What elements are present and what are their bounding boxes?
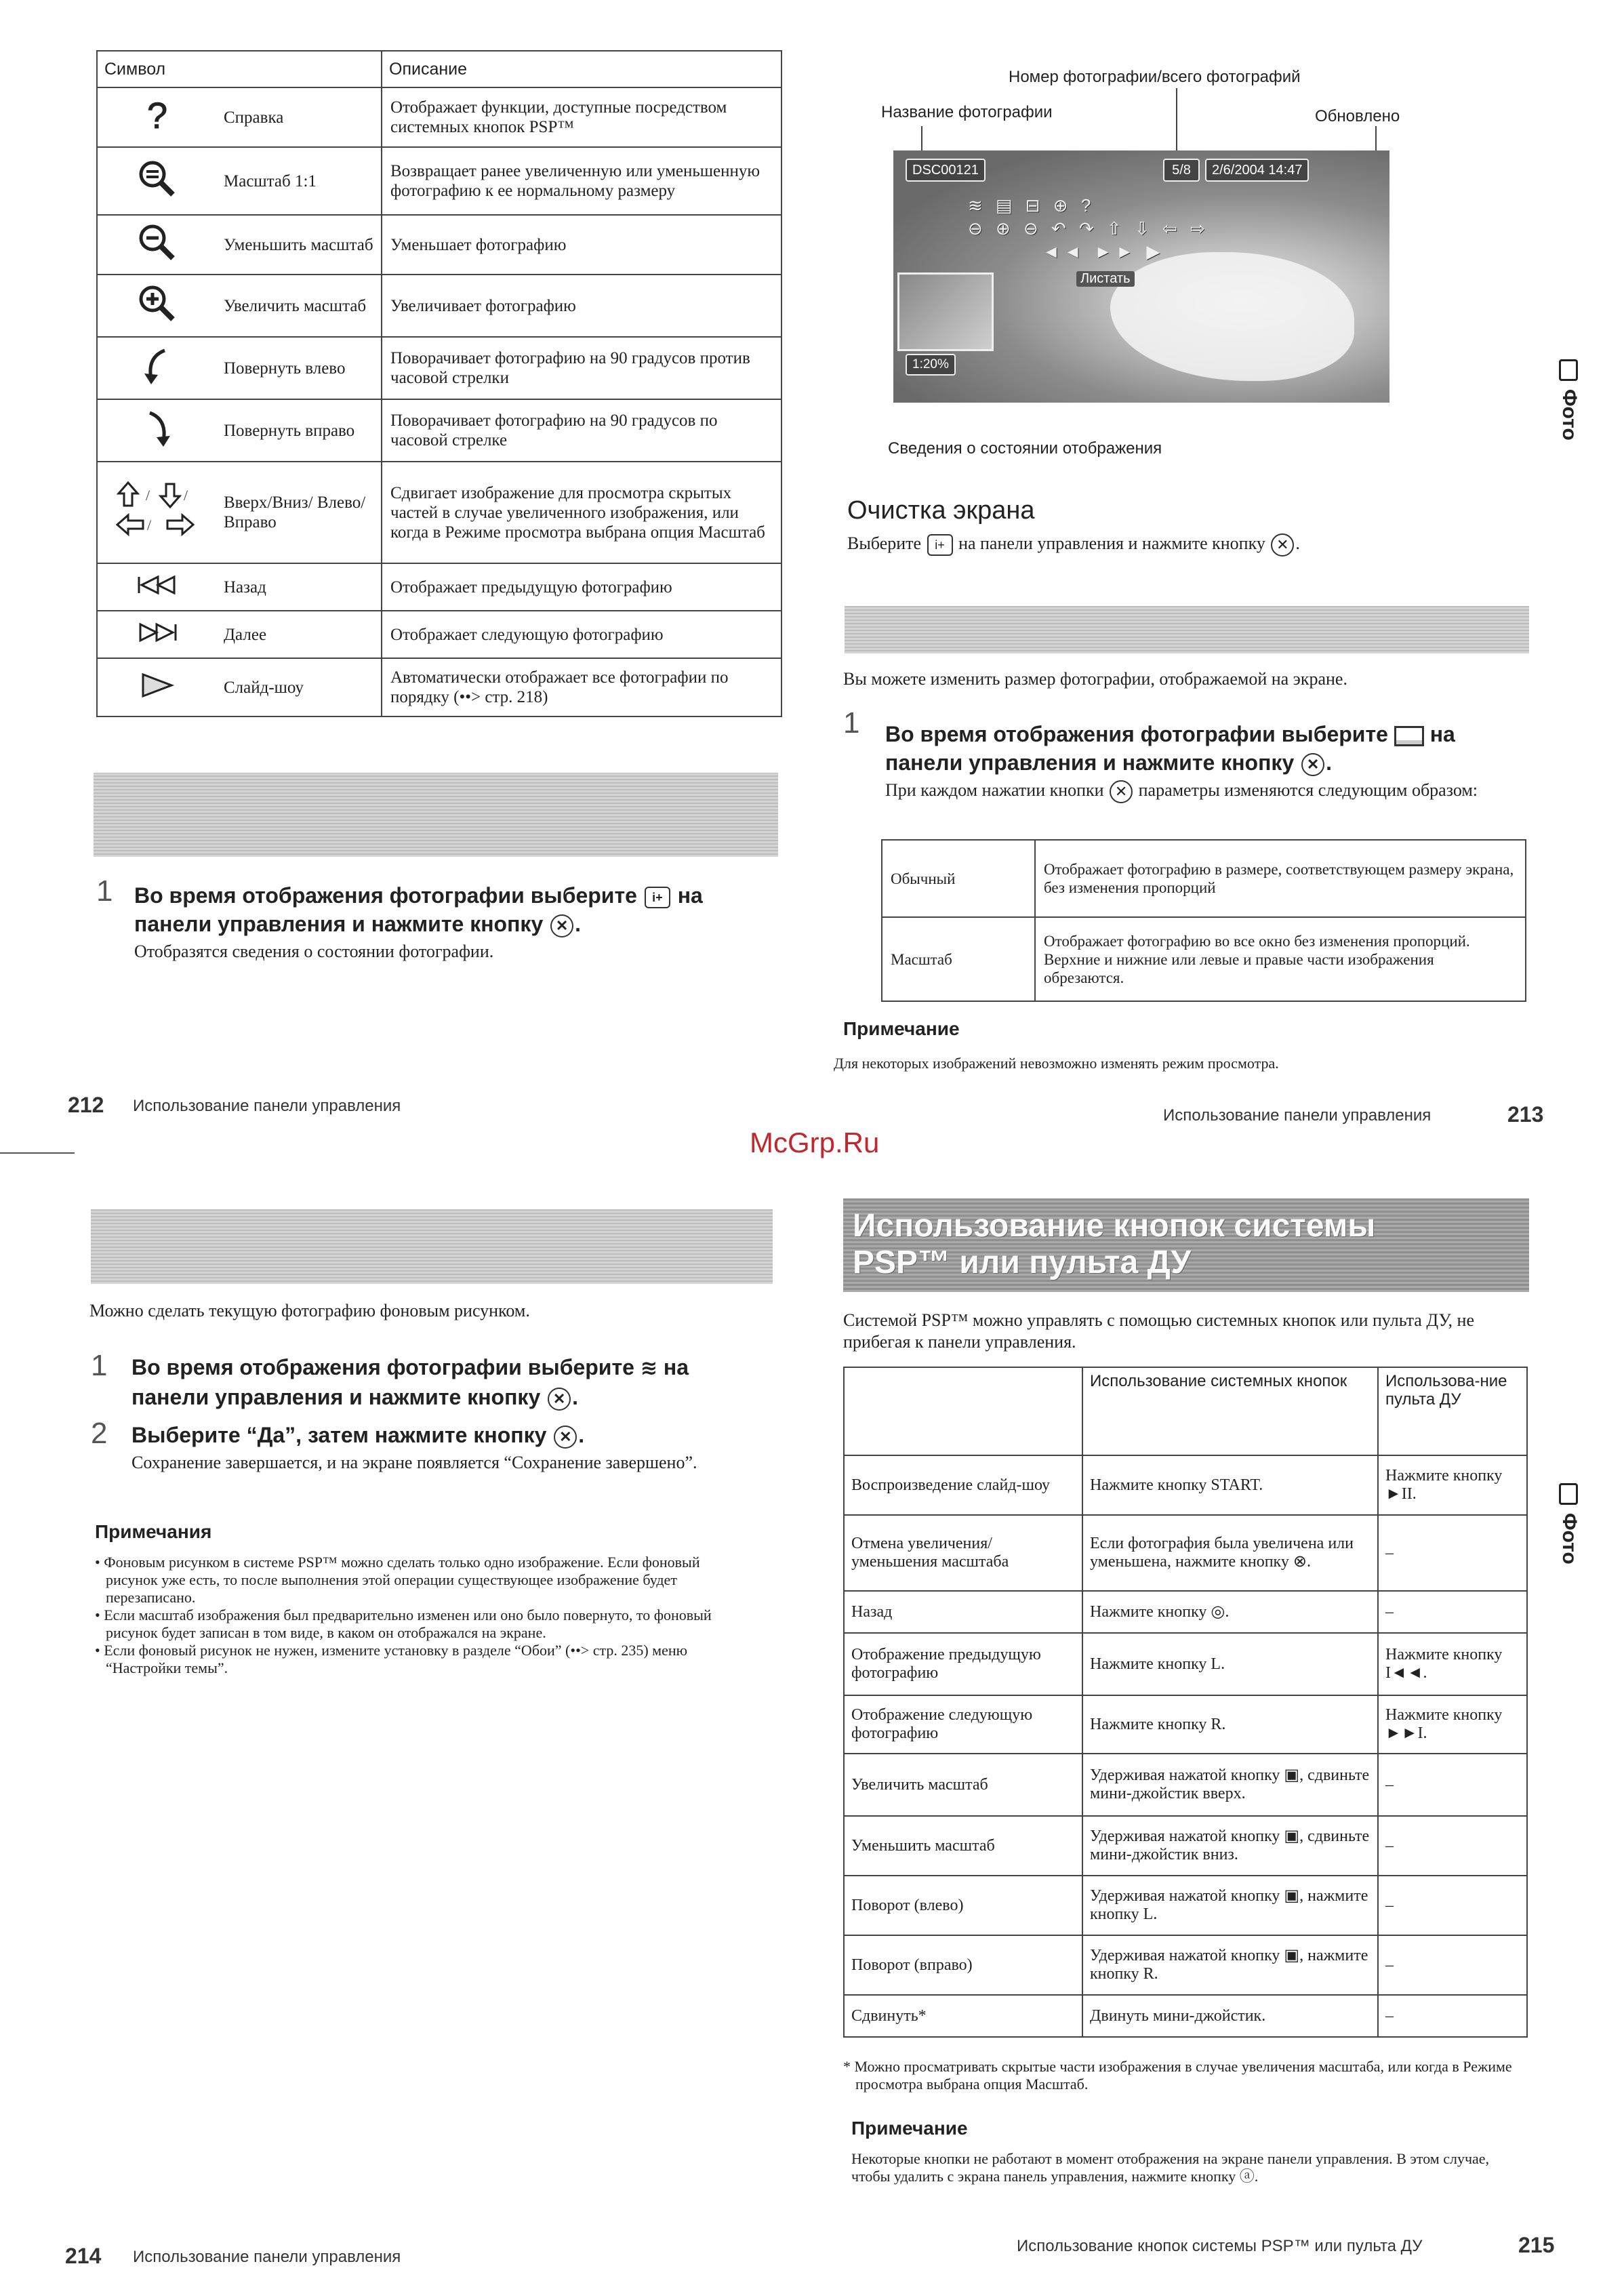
next-label: Листать (1076, 271, 1135, 287)
symbol-name: Далее (217, 611, 382, 658)
wallpaper-icon: ≋ (640, 1356, 657, 1380)
thumbnail-preview (897, 272, 994, 351)
step-2-block: Выберите “Да”, затем нажмите кнопку ✕ . Сохранение завершается, и на экране появляется “Сохранение завершено”. (131, 1421, 769, 1474)
system-cell: Нажмите кнопку ◎. (1082, 1591, 1378, 1633)
action-cell: Уменьшить масштаб (844, 1816, 1082, 1876)
photo-name-label: Название фотографии (881, 103, 1053, 121)
arrows-icon (97, 462, 217, 563)
photo-count-badge: 5/8 (1163, 159, 1200, 182)
note-title: Примечание (851, 2118, 968, 2139)
updated-label: Обновлено (1315, 107, 1400, 125)
table-footnote: * Можно просматривать скрытые части изображения в случае увеличения масштаба, или когда в Режиме просмотра выбрана опция Масштаб. (843, 2058, 1512, 2093)
system-cell: Нажмите кнопку L. (1082, 1633, 1378, 1695)
scale-badge: 1:20% (906, 354, 956, 376)
remote-cell: – (1378, 1876, 1527, 1935)
rotate-left-icon (97, 337, 217, 399)
symbol-name: Масштаб 1:1 (217, 147, 382, 215)
symbol-description: Отображает следующую фотографию (382, 611, 781, 658)
cross-button-icon: ✕ (548, 1388, 571, 1411)
zoom-in-icon (97, 275, 217, 337)
remote-intro: Системой PSP™ можно управлять с помощью системных кнопок или пульта ДУ, не прибегая к панели управления. (843, 1310, 1474, 1352)
action-cell: Увеличить масштаб (844, 1754, 1082, 1816)
page-number: 213 (1507, 1102, 1544, 1127)
mode-name: Обычный (882, 840, 1035, 917)
page-number: 215 (1518, 2233, 1555, 2257)
slideshow-icon (97, 658, 217, 716)
svg-text:/: / (184, 486, 188, 504)
section-heading-band (845, 606, 1529, 653)
status-info-label: Сведения о состоянии отображения (888, 439, 1162, 458)
psp-screen (893, 150, 1389, 403)
view-mode-icon (1394, 726, 1424, 746)
symbol-name: Увеличить масштаб (217, 275, 382, 337)
symbol-name: Назад (217, 563, 382, 611)
photo-number-label: Номер фотографии/всего фотографий (1009, 68, 1301, 86)
side-tab-photo: Фото (1558, 359, 1581, 441)
cross-button-icon: ✕ (554, 1426, 577, 1449)
camera-icon (1559, 359, 1578, 381)
mode-description: Отображает фотографию в размере, соответствующем размеру экрана, без изменения пропорций (1035, 840, 1526, 917)
note-item: • Фоновым рисунком в системе PSP™ можно сделать только одно изображение. Если фоновый рисунок уже есть, то после выполнения этой операции существующее изображение будет перезаписано. (95, 1554, 700, 1606)
step-detail: Сохранение завершается, и на экране появляется “Сохранение завершено”. (131, 1453, 697, 1472)
action-cell: Отображение следующую фотографию (844, 1695, 1082, 1754)
cross-button-icon: ✕ (1110, 780, 1133, 803)
step-number: 1 (843, 706, 860, 740)
step-instruction-cont: на панели управления и нажмите кнопку (134, 883, 703, 936)
action-cell: Отмена увеличения/ уменьшения масштаба (844, 1515, 1082, 1591)
controls-table (843, 1367, 1528, 2038)
remote-cell: – (1378, 1995, 1527, 2037)
symbol-description: Отображает предыдущую фотографию (382, 563, 781, 611)
remote-cell: Нажмите кнопку ►II. (1378, 1455, 1527, 1515)
system-cell: Нажмите кнопку R. (1082, 1695, 1378, 1754)
action-cell: Поворот (влево) (844, 1876, 1082, 1935)
remote-cell: Нажмите кнопку ►►I. (1378, 1695, 1527, 1754)
symbol-description: Поворачивает фотографию на 90 градусов по часовой стрелке (382, 399, 781, 462)
svg-text:?: ? (146, 95, 168, 136)
cross-button-icon: ✕ (1271, 533, 1294, 557)
remote-header: Использова-ние пульта ДУ (1378, 1367, 1527, 1455)
note-title: Примечание (843, 1018, 960, 1039)
step-number: 2 (91, 1417, 108, 1450)
note-item: • Если фоновый рисунок не нужен, измените установку в разделе “Обои” (••> стр. 235) меню “Настройки темы”. (95, 1642, 688, 1676)
section-heading-band (91, 1209, 773, 1284)
page-footer: Использование панели управления (133, 2248, 401, 2266)
page-footer: Использование кнопок системы PSP™ или пульта ДУ (1017, 2237, 1423, 2255)
remote-cell: – (1378, 1515, 1527, 1591)
system-cell: Удерживая нажатой кнопку ▣, сдвиньте мини-джойстик вниз. (1082, 1816, 1378, 1876)
note-text: Для некоторых изображений невозможно изменять режим просмотра. (834, 1055, 1279, 1072)
step-instruction: Во время отображения фотографии выберите (134, 883, 637, 908)
remote-cell: – (1378, 1591, 1527, 1633)
symbol-description: Поворачивает фотографию на 90 градусов против часовой стрелки (382, 337, 781, 399)
page-number: 212 (68, 1093, 104, 1117)
symbol-description: Увеличивает фотографию (382, 275, 781, 337)
photo-date-badge: 2/6/2004 14:47 (1205, 159, 1309, 182)
mode-description: Отображает фотографию во все окно без изменения пропорций. Верхние и нижние или левые и правые части изображения обрезаются. (1035, 917, 1526, 1001)
system-cell: Двинуть мини-джойстик. (1082, 1995, 1378, 2037)
symbol-description: Автоматически отображает все фотографии по порядку (••> стр. 218) (382, 658, 781, 716)
next-icon (97, 611, 217, 658)
remote-cell: – (1378, 1754, 1527, 1816)
system-cell: Нажмите кнопку START. (1082, 1455, 1378, 1515)
note-text: Некоторые кнопки не работают в момент отображения на экране панели управления. В этом случае, чтобы удалить с экрана панель управления, нажмите кнопку ⓐ. (851, 2150, 1490, 2185)
symbol-name: Повернуть вправо (217, 399, 382, 462)
symbol-description: Сдвигает изображение для просмотра скрытых частей в случае увеличенного изображения, или когда в Режиме просмотра выбрана опция Масштаб (382, 462, 781, 563)
remote-cell: Нажмите кнопку I◄◄. (1378, 1633, 1527, 1695)
clear-screen-text: Выберите i+ на панели управления и нажмите кнопку ✕ . (847, 533, 1525, 557)
action-header (844, 1367, 1082, 1455)
view-mode-table (881, 839, 1526, 1002)
action-cell: Воспроизведение слайд-шоу (844, 1455, 1082, 1515)
section-title: Использование кнопок системы PSP™ или пульта ДУ (853, 1208, 1376, 1280)
symbol-name: Вверх/Вниз/ Влево/Вправо (217, 462, 382, 563)
system-buttons-header: Использование системных кнопок (1082, 1367, 1378, 1455)
display-size-intro: Вы можете изменить размер фотографии, отображаемой на экране. (843, 669, 1347, 689)
zoom-out-icon (97, 215, 217, 275)
camera-icon (1559, 1483, 1578, 1505)
page-footer: Использование панели управления (1163, 1106, 1432, 1125)
divider (0, 1152, 75, 1154)
cross-button-icon: ✕ (1301, 753, 1324, 776)
question-icon (97, 87, 217, 147)
notes-title: Примечания (95, 1521, 212, 1542)
section-heading-band (94, 773, 778, 857)
action-cell: Назад (844, 1591, 1082, 1633)
notes-list (95, 1554, 746, 1677)
note-item: • Если масштаб изображения был предварительно изменен или оно было повернуто, то фоновый рисунок будет записан в том виде, в каком он отображался на экране. (95, 1607, 712, 1641)
step-1-block: Во время отображения фотографии выберите на панели управления и нажмите кнопку ✕ . При каждом нажатии кнопки ✕ параметры изменяются следующим образом: (885, 720, 1536, 803)
mode-name: Масштаб (882, 917, 1035, 1001)
rotate-right-icon (97, 399, 217, 462)
step-number: 1 (91, 1349, 108, 1382)
symbol-description: Отображает функции, доступные посредством системных кнопок PSP™ (382, 87, 781, 147)
symbol-header: Символ (97, 51, 382, 87)
info-icon: i+ (927, 534, 953, 556)
wallpaper-intro: Можно сделать текущую фотографию фоновым рисунком. (89, 1301, 530, 1320)
section-title-band (843, 1198, 1529, 1292)
system-cell: Если фотография была увеличена или уменьшена, нажмите кнопку ⊗. (1082, 1515, 1378, 1591)
side-tab-photo: Фото (1558, 1483, 1581, 1564)
control-panel-icons: ≋ ▤ ⊟ ⊕ ? ⊖ ⊕ ⊖ ↶ ↷ ⇧ ⇩ ⇦ ⇨ ◄◄ ►► ▶ (968, 195, 1209, 262)
symbol-description: Уменьшает фотографию (382, 215, 781, 275)
system-cell: Удерживая нажатой кнопку ▣, сдвиньте мини-джойстик вверх. (1082, 1754, 1378, 1816)
zoom-reset-icon (97, 147, 217, 215)
action-cell: Отображение предыдущую фотографию (844, 1633, 1082, 1695)
info-icon: i+ (645, 887, 670, 908)
step-number: 1 (96, 874, 113, 908)
step-1-block: Во время отображения фотографии выберите i+ на панели управления и нажмите кнопку ✕ . Отобразятся сведения о состоянии фотографии. (134, 881, 785, 963)
symbol-name: Повернуть влево (217, 337, 382, 399)
step-detail: Отобразятся сведения о состоянии фотографии. (134, 942, 494, 961)
previous-icon (97, 563, 217, 611)
symbol-description: Возвращает ранее увеличенную или уменьшенную фотографию к ее нормальному размеру (382, 147, 781, 215)
symbol-table (96, 50, 782, 717)
clear-screen-title: Очистка экрана (847, 496, 1035, 525)
step-1-instruction: Во время отображения фотографии выберите ≋ на панели управления и нажмите кнопку ✕ . (131, 1355, 689, 1409)
photo-name-badge: DSC00121 (906, 159, 986, 182)
description-header: Описание (382, 51, 781, 87)
site-watermark: McGrp.Ru (750, 1127, 880, 1158)
svg-text:/: / (147, 516, 152, 533)
page-footer: Использование панели управления (133, 1097, 401, 1115)
symbol-name: Справка (217, 87, 382, 147)
symbol-name: Слайд-шоу (217, 658, 382, 716)
cross-button-icon: ✕ (550, 914, 573, 937)
remote-cell: – (1378, 1816, 1527, 1876)
action-cell: Поворот (вправо) (844, 1935, 1082, 1995)
system-cell: Удерживая нажатой кнопку ▣, нажмите кнопку L. (1082, 1876, 1378, 1935)
page-number: 214 (65, 2244, 102, 2268)
system-cell: Удерживая нажатой кнопку ▣, нажмите кнопку R. (1082, 1935, 1378, 1995)
action-cell: Сдвинуть* (844, 1995, 1082, 2037)
symbol-name: Уменьшить масштаб (217, 215, 382, 275)
remote-cell: – (1378, 1935, 1527, 1995)
svg-text:/: / (146, 486, 150, 504)
